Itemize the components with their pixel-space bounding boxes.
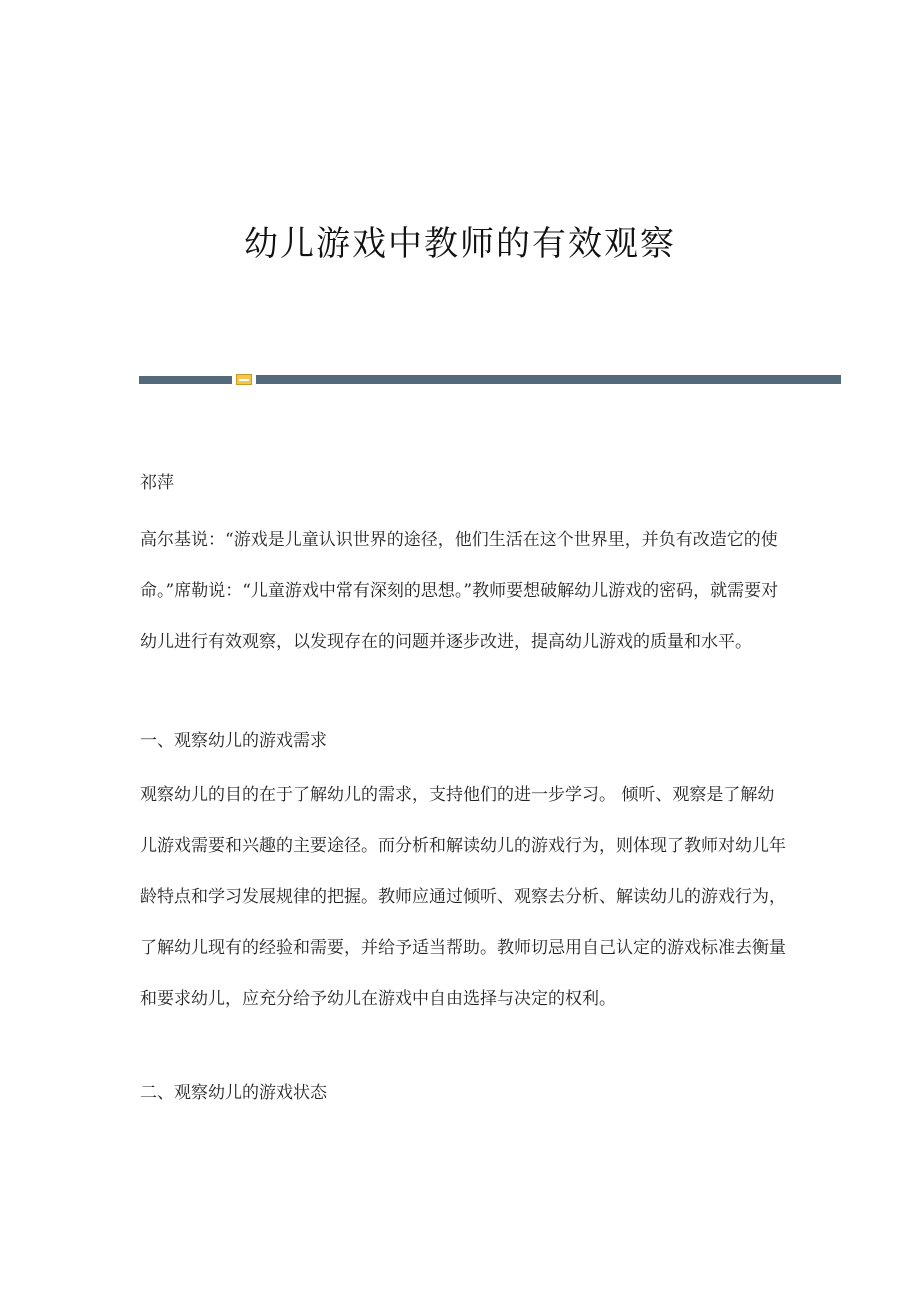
section-heading-2: 二、观察幼儿的游戏状态 [140, 1083, 327, 1103]
section-heading-1: 一、观察幼儿的游戏需求 [140, 731, 327, 751]
document-title: 幼儿游戏中教师的有效观察 [244, 224, 676, 264]
title-divider [139, 374, 841, 386]
divider-ornament-icon [236, 374, 252, 385]
divider-bar-left [139, 376, 232, 384]
author-name: 祁萍 [140, 473, 174, 493]
paragraph-section-1: 观察幼儿的目的在于了解幼儿的需求，支持他们的进一步学习。 倾听、观察是了解幼儿游戏需要和兴趣的主要途径。而分析和解读幼儿的游戏行为，则体现了教师对幼儿年龄特点和学习发展规律的把握。教师应通过倾听、观察去分析、解读幼儿的游戏行为，了解幼儿现有的经验和需要，并给予适当帮助。教师切忌用自己认定的游戏标准去衡量和要求幼儿，应充分给予幼儿在游戏中自由选择与决定的权利。 [140, 785, 786, 1009]
divider-bar-right [256, 375, 841, 384]
paragraph-intro: 高尔基说：“游戏是儿童认识世界的途径，他们生活在这个世界里，并负有改造它的使命。”席勒说：“儿童游戏中常有深刻的思想。”教师要想破解幼儿游戏的密码，就需要对幼儿进行有效观察，以发现存在的问题并逐步改进，提高幼儿游戏的质量和水平。 [140, 530, 779, 652]
